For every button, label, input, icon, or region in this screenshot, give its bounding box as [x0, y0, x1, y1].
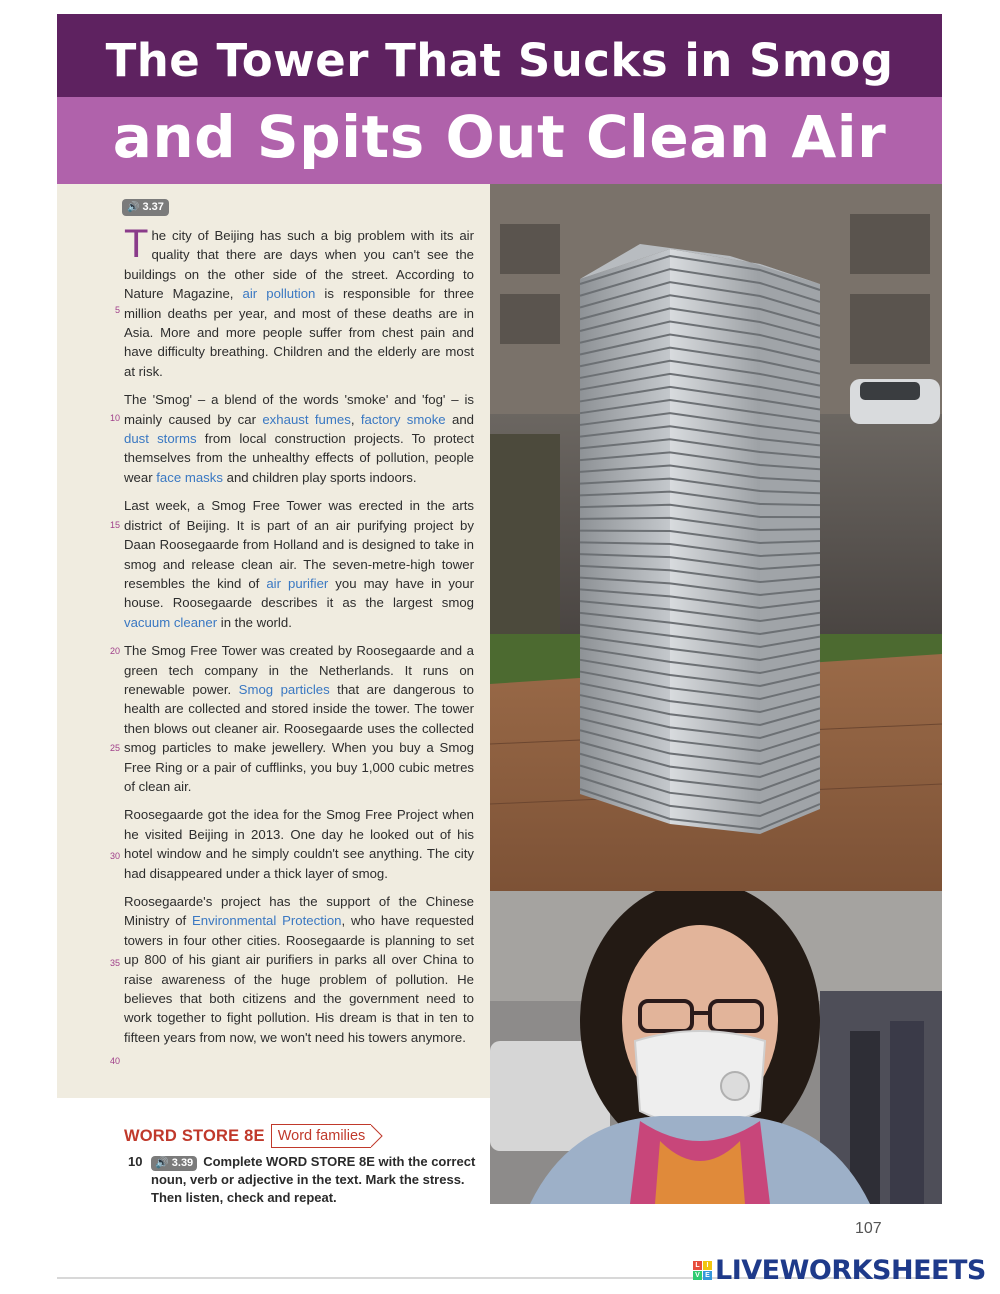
text: , who have requested towers in four other cities. Roosegaarde is planning to set up 800 of his giant air purifiers in parks all over China to raise awareness of the huge problem of pollution. He believes that both citizens and the government need to work together to fight pollution. His dream is that in ten to fifteen years from now, we won't need his towers anymore. [124, 913, 474, 1045]
word-store-heading [124, 1124, 383, 1148]
audio-track-badge[interactable] [122, 199, 169, 216]
line-number: 10 [109, 413, 120, 423]
paragraph-1 [124, 222, 474, 381]
smog-tower-photo [490, 184, 942, 891]
exercise-instructions [151, 1153, 481, 1207]
speaker-icon: 🔊 [127, 202, 140, 213]
text: is responsible for three million deaths per year, and most of these deaths are in Asia. More and more people suffer from chest pain and have difficulty breathing. Children and the elderly are most at risk. [124, 286, 474, 379]
paragraph-4 [124, 641, 474, 796]
exercise-number: 10 [128, 1154, 143, 1169]
line-number: 35 [109, 958, 120, 968]
logo-tile: V [693, 1271, 702, 1280]
text: Roosegaarde's project has the support of the Chinese Ministry of [124, 894, 474, 929]
text: you may have in your house. Roosegaarde describes it as the largest smog [124, 575, 474, 611]
article-body [124, 222, 474, 1056]
exercise-text: Complete WORD STORE 8E with the correct noun, verb or adjective in the text. Mark the stress. Then listen, check and repeat. [151, 1154, 476, 1205]
line-number: 20 [109, 646, 120, 656]
logo-tiles [693, 1261, 712, 1280]
text: and children play sports indoors. [222, 469, 417, 485]
keyword[interactable]: air purifier [266, 575, 329, 591]
text: that are dangerous to health are collected and stored inside the tower. The tower then blows out cleaner air. Roosegaarde uses the collected smog particles to make jewellery. When you buy a Smog Free Ring or a pair of cufflinks, you buy 1,000 cubic metres of clean air. [124, 681, 474, 794]
text: , [350, 411, 361, 427]
line-number: 30 [109, 851, 120, 861]
title-line-1: The Tower That Sucks in Smog [57, 14, 942, 97]
line-number: 40 [109, 1056, 120, 1066]
keyword[interactable]: dust storms [124, 431, 197, 447]
keyword[interactable]: air pollution [242, 286, 316, 302]
word-families-tag [271, 1124, 372, 1148]
exercise-audio-badge[interactable] [151, 1156, 197, 1171]
page-number: 107 [855, 1220, 882, 1237]
paragraph-2 [124, 390, 474, 487]
text: The Smog Free Tower was created by Roosegaarde and a green tech company in the Netherlands. It runs on renewable power. [124, 643, 474, 697]
keyword[interactable]: exhaust fumes [262, 411, 351, 427]
text: from local construction projects. To protect themselves from the unhealthy effects of pollution, people wear [124, 431, 474, 485]
speaker-icon: 🔊 [155, 1157, 169, 1169]
logo-tile: I [703, 1261, 712, 1270]
keyword[interactable]: vacuum cleaner [124, 614, 218, 630]
text: The 'Smog' – a blend of the words 'smoke' and 'fog' – is mainly caused by car [124, 392, 474, 427]
title-line-2: and Spits Out Clean Air [57, 97, 942, 184]
word-store-label: WORD STORE 8E [124, 1126, 265, 1145]
logo-tile: E [703, 1271, 712, 1280]
drop-cap: T [124, 222, 149, 266]
liveworksheets-logo [693, 1255, 986, 1286]
brand-name: LIVEWORKSHEETS [715, 1255, 986, 1286]
face-mask-photo [490, 891, 942, 1204]
exercise-audio-number: 3.39 [171, 1157, 194, 1169]
tag-arrow-icon [371, 1124, 383, 1148]
keyword[interactable]: face masks [156, 469, 223, 485]
text: he city of Beijing has such a big problem with its air quality that there are days when you can't see the buildings on the other side of the street. According to Nature Magazine, [124, 228, 474, 302]
keyword[interactable]: factory smoke [360, 411, 446, 427]
text: and [445, 411, 474, 427]
paragraph-5 [124, 805, 474, 883]
paragraph-3 [124, 496, 474, 632]
line-number: 15 [109, 520, 120, 530]
paragraph-6 [124, 892, 474, 1047]
text: in the world. [217, 614, 292, 630]
keyword[interactable]: Smog particles [238, 681, 330, 697]
keyword[interactable]: Environmental Protection [192, 913, 342, 929]
line-number: 25 [109, 743, 120, 753]
word-families-label: Word families [277, 1128, 366, 1144]
text: Roosegaarde got the idea for the Smog Free Project when he visited Beijing in 2013. One day he looked out of his hotel window and he simply couldn't see anything. The city had disappeared under a thick layer of smog. [124, 807, 474, 881]
text: Last week, a Smog Free Tower was erected in the arts district of Beijing. It is part of an air purifying project by Daan Roosegaarde from Holland and is designed to take in smog and release clean air. The seven-metre-high tower resembles the kind of [124, 498, 474, 591]
logo-tile: L [693, 1261, 702, 1270]
line-number: 5 [114, 305, 120, 315]
audio-track-number: 3.37 [142, 201, 164, 213]
